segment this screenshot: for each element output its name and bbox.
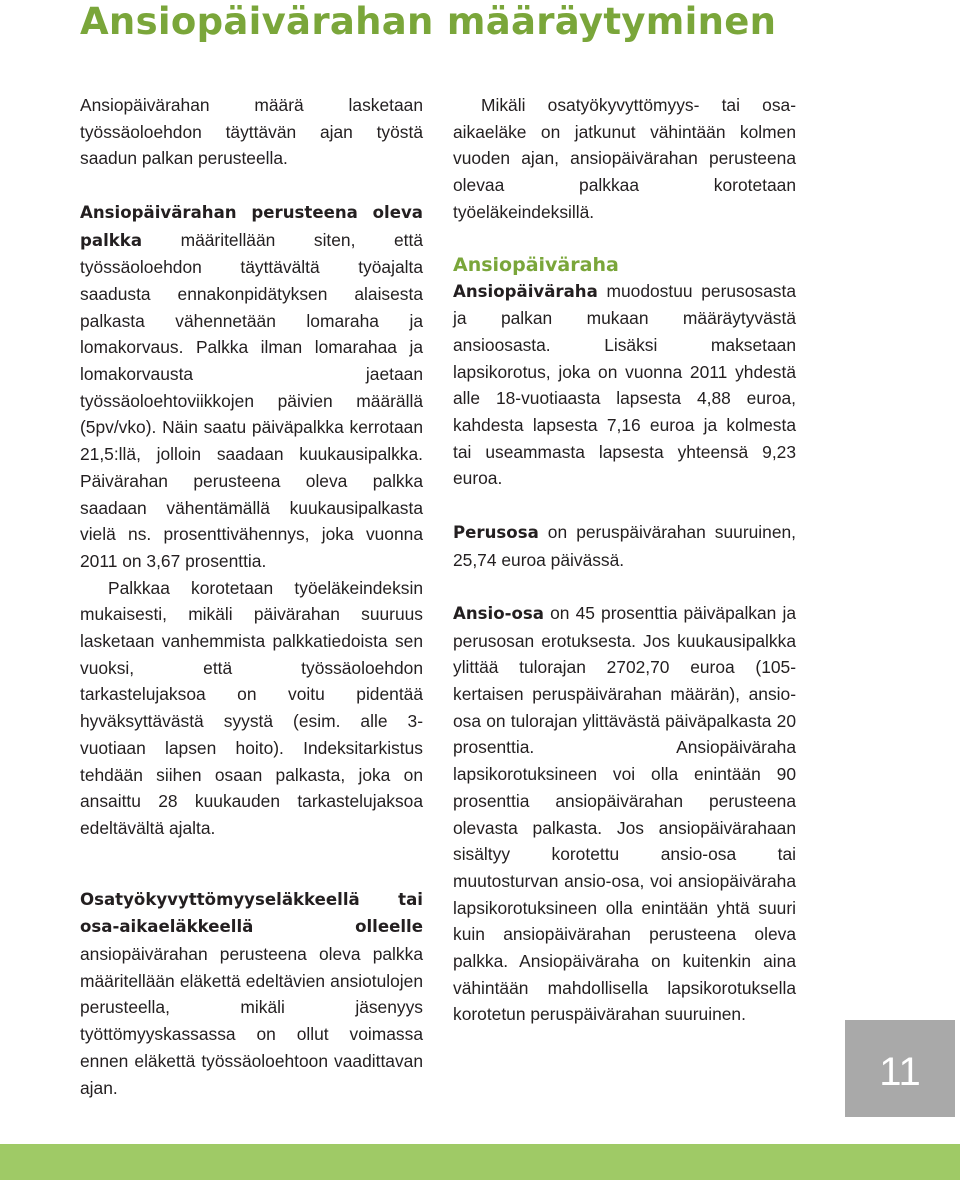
term-pensioners: Osatyökyvyttömyyseläkkeellä tai osa-aikaeläkkeellä olleelle xyxy=(80,889,423,937)
section-heading-ansiopaivaraha: Ansiopäiväraha xyxy=(453,253,619,276)
term-perusosa: Perusosa xyxy=(453,522,539,542)
term-ansiopaivaraha: Ansiopäiväraha xyxy=(453,281,598,301)
paragraph-pensioners xyxy=(80,886,423,1102)
paragraph-pension-index: Mikäli osatyökyvyttömyys- tai osa-aikaeläke on jatkunut vähintään kolmen vuoden ajan, ansiopäivärahan perusteena olevaa palkkaa korotetaan työeläkeindeksillä. xyxy=(453,95,796,222)
term-ansio-osa: Ansio-osa xyxy=(453,603,544,623)
page-number: 11 xyxy=(845,1020,955,1117)
paragraph-intro: Ansiopäivärahan määrä lasketaan työssäoloehdon täyttävän ajan työstä saadun palkan perusteella. xyxy=(80,95,423,169)
right-column xyxy=(453,92,796,1028)
footer-bar xyxy=(0,1144,960,1180)
paragraph-perusosa xyxy=(453,519,796,573)
paragraph-perusosa-text: on peruspäivärahan suuruinen, 25,74 euroa päivässä. xyxy=(453,521,796,570)
paragraph-index-adjustment: Palkkaa korotetaan työeläkeindeksin mukaisesti, mikäli päivärahan suuruus lasketaan vanhemmista palkkatiedoista sen vuoksi, että työssäoloehdon tarkastelujaksoa on voitu pidentää hyväksyttävästä syystä (esim. alle 3-vuotiaan lapsen hoito). Indeksitarkistus tehdään siihen osaan palkasta, joka on ansaittu 28 kuukauden tarkastelujaksoa edeltävältä ajalta. xyxy=(80,577,423,838)
paragraph-pensioners-text: ansiopäivärahan perusteena oleva palkka määritellään eläkettä edeltävien ansiotulojen perusteella, mikäli jäsenyys työttömyyskassassa on ollut voimassa ennen eläkettä työssäoloehtoon vaadittavan ajan. xyxy=(80,944,423,1098)
left-column xyxy=(80,92,423,1101)
term-salary-basis: Ansiopäivärahan perusteena oleva palkka xyxy=(80,202,423,250)
paragraph-salary-basis-text: määritellään siten, että työssäoloehdon täyttävältä työajalta saadusta ennakonpidätyksen alaisesta palkasta vähennetään lomaraha ja lomakorvaus. Palkka ilman lomarahaa ja lomakorvausta jaetaan työssäoloehtoviikkojen päivien määrällä (5pv/vko). Näin saatu päiväpalkka kerrotaan 21,5:llä, jolloin saadaan kuukausipalkka. Päivärahan perusteena oleva palkka saadaan vähentämällä kuukausipalkasta vielä ns. prosenttivähennys, joka vuonna 2011 on 3,67 prosenttia. xyxy=(80,229,423,571)
paragraph-ansiopaivaraha xyxy=(453,278,796,493)
page-title: Ansiopäivärahan määräytyminen xyxy=(80,0,777,43)
paragraph-ansio-osa-text: on 45 prosenttia päiväpalkan ja perusosan erotuksesta. Jos kuukausipalkka ylittää tulorajan 2702,70 euroa (105-kertaisen peruspäivärahan määrän), ansio-osa on tulorajan ylittävästä päiväpalkasta 20 prosenttia. Ansiopäiväraha lapsikorotuksineen voi olla enintään 90 prosenttia ansiopäivärahan perusteena olevasta palkasta. Jos ansiopäivärahaan sisältyy korotettu ansio-osa tai muutosturvan ansio-osa, voi ansiopäiväraha lapsikorotuksineen olla enintään yhtä suuri kuin ansiopäivärahan perusteena oleva palkka. Ansiopäiväraha on kuitenkin aina vähintään mahdollisella lapsikorotuksella korotetun peruspäivärahan suuruinen. xyxy=(453,602,796,1025)
paragraph-ansiopaivaraha-text: muodostuu perusosasta ja palkan mukaan määräytyvästä ansioosasta. Lisäksi maksetaan lapsikorotus, joka on vuonna 2011 yhdestä alle 18-vuotiaasta lapsesta 4,88 euroa, kahdesta lapsesta 7,16 euroa ja kolmesta tai useammasta lapsesta yhteensä 9,23 euroa. xyxy=(453,280,796,489)
paragraph-salary-basis xyxy=(80,199,423,575)
paragraph-ansio-osa xyxy=(453,600,796,1028)
